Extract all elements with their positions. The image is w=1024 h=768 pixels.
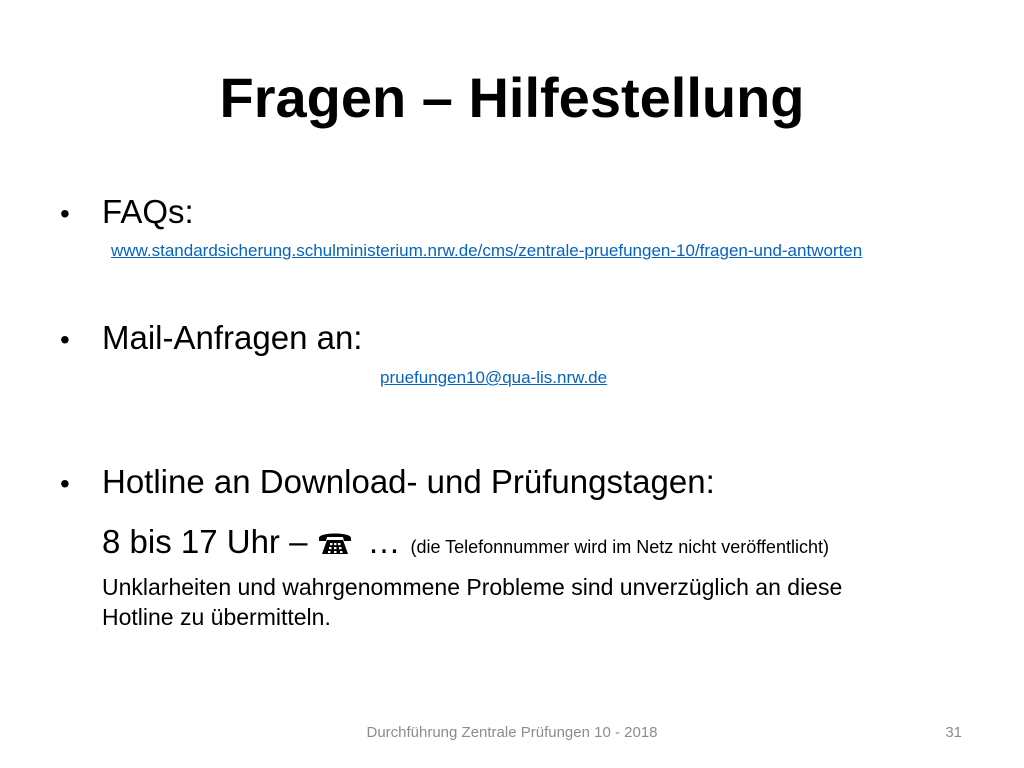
bullet-hotline bbox=[60, 462, 715, 504]
hotline-note: (die Telefonnummer wird im Netz nicht veröffentlicht) bbox=[410, 537, 829, 557]
bullet-label-mail: Mail-Anfragen an: bbox=[102, 319, 363, 356]
hotline-hours-line bbox=[102, 522, 829, 567]
slide-title: Fragen – Hilfestellung bbox=[219, 66, 805, 129]
faq-link[interactable]: www.standardsicherung.schulministerium.nrw.de/cms/zentrale-pruefungen-10/fragen-und-antworten bbox=[111, 241, 863, 260]
hotline-paragraph: Unklarheiten und wahrgenommene Probleme sind unverzüglich an diese Hotline zu übermitteln. bbox=[102, 574, 843, 630]
bullet-dot: • bbox=[60, 468, 70, 499]
telephone-icon bbox=[317, 526, 353, 554]
bullet-label-faqs: FAQs: bbox=[102, 193, 194, 230]
bullet-dot: • bbox=[60, 198, 70, 229]
slide-footer: Durchführung Zentrale Prüfungen 10 - 2018 bbox=[366, 724, 658, 741]
bullet-mail bbox=[60, 318, 362, 360]
bullet-faqs bbox=[60, 192, 194, 234]
hotline-hours: 8 bis 17 Uhr – bbox=[102, 523, 308, 560]
mail-link[interactable]: pruefungen10@qua-lis.nrw.de bbox=[380, 368, 608, 387]
page-number: 31 bbox=[945, 724, 962, 741]
hotline-ellipsis: … bbox=[367, 523, 401, 560]
bullet-label-hotline: Hotline an Download- und Prüfungstagen: bbox=[102, 463, 715, 500]
bullet-dot: • bbox=[60, 324, 70, 355]
